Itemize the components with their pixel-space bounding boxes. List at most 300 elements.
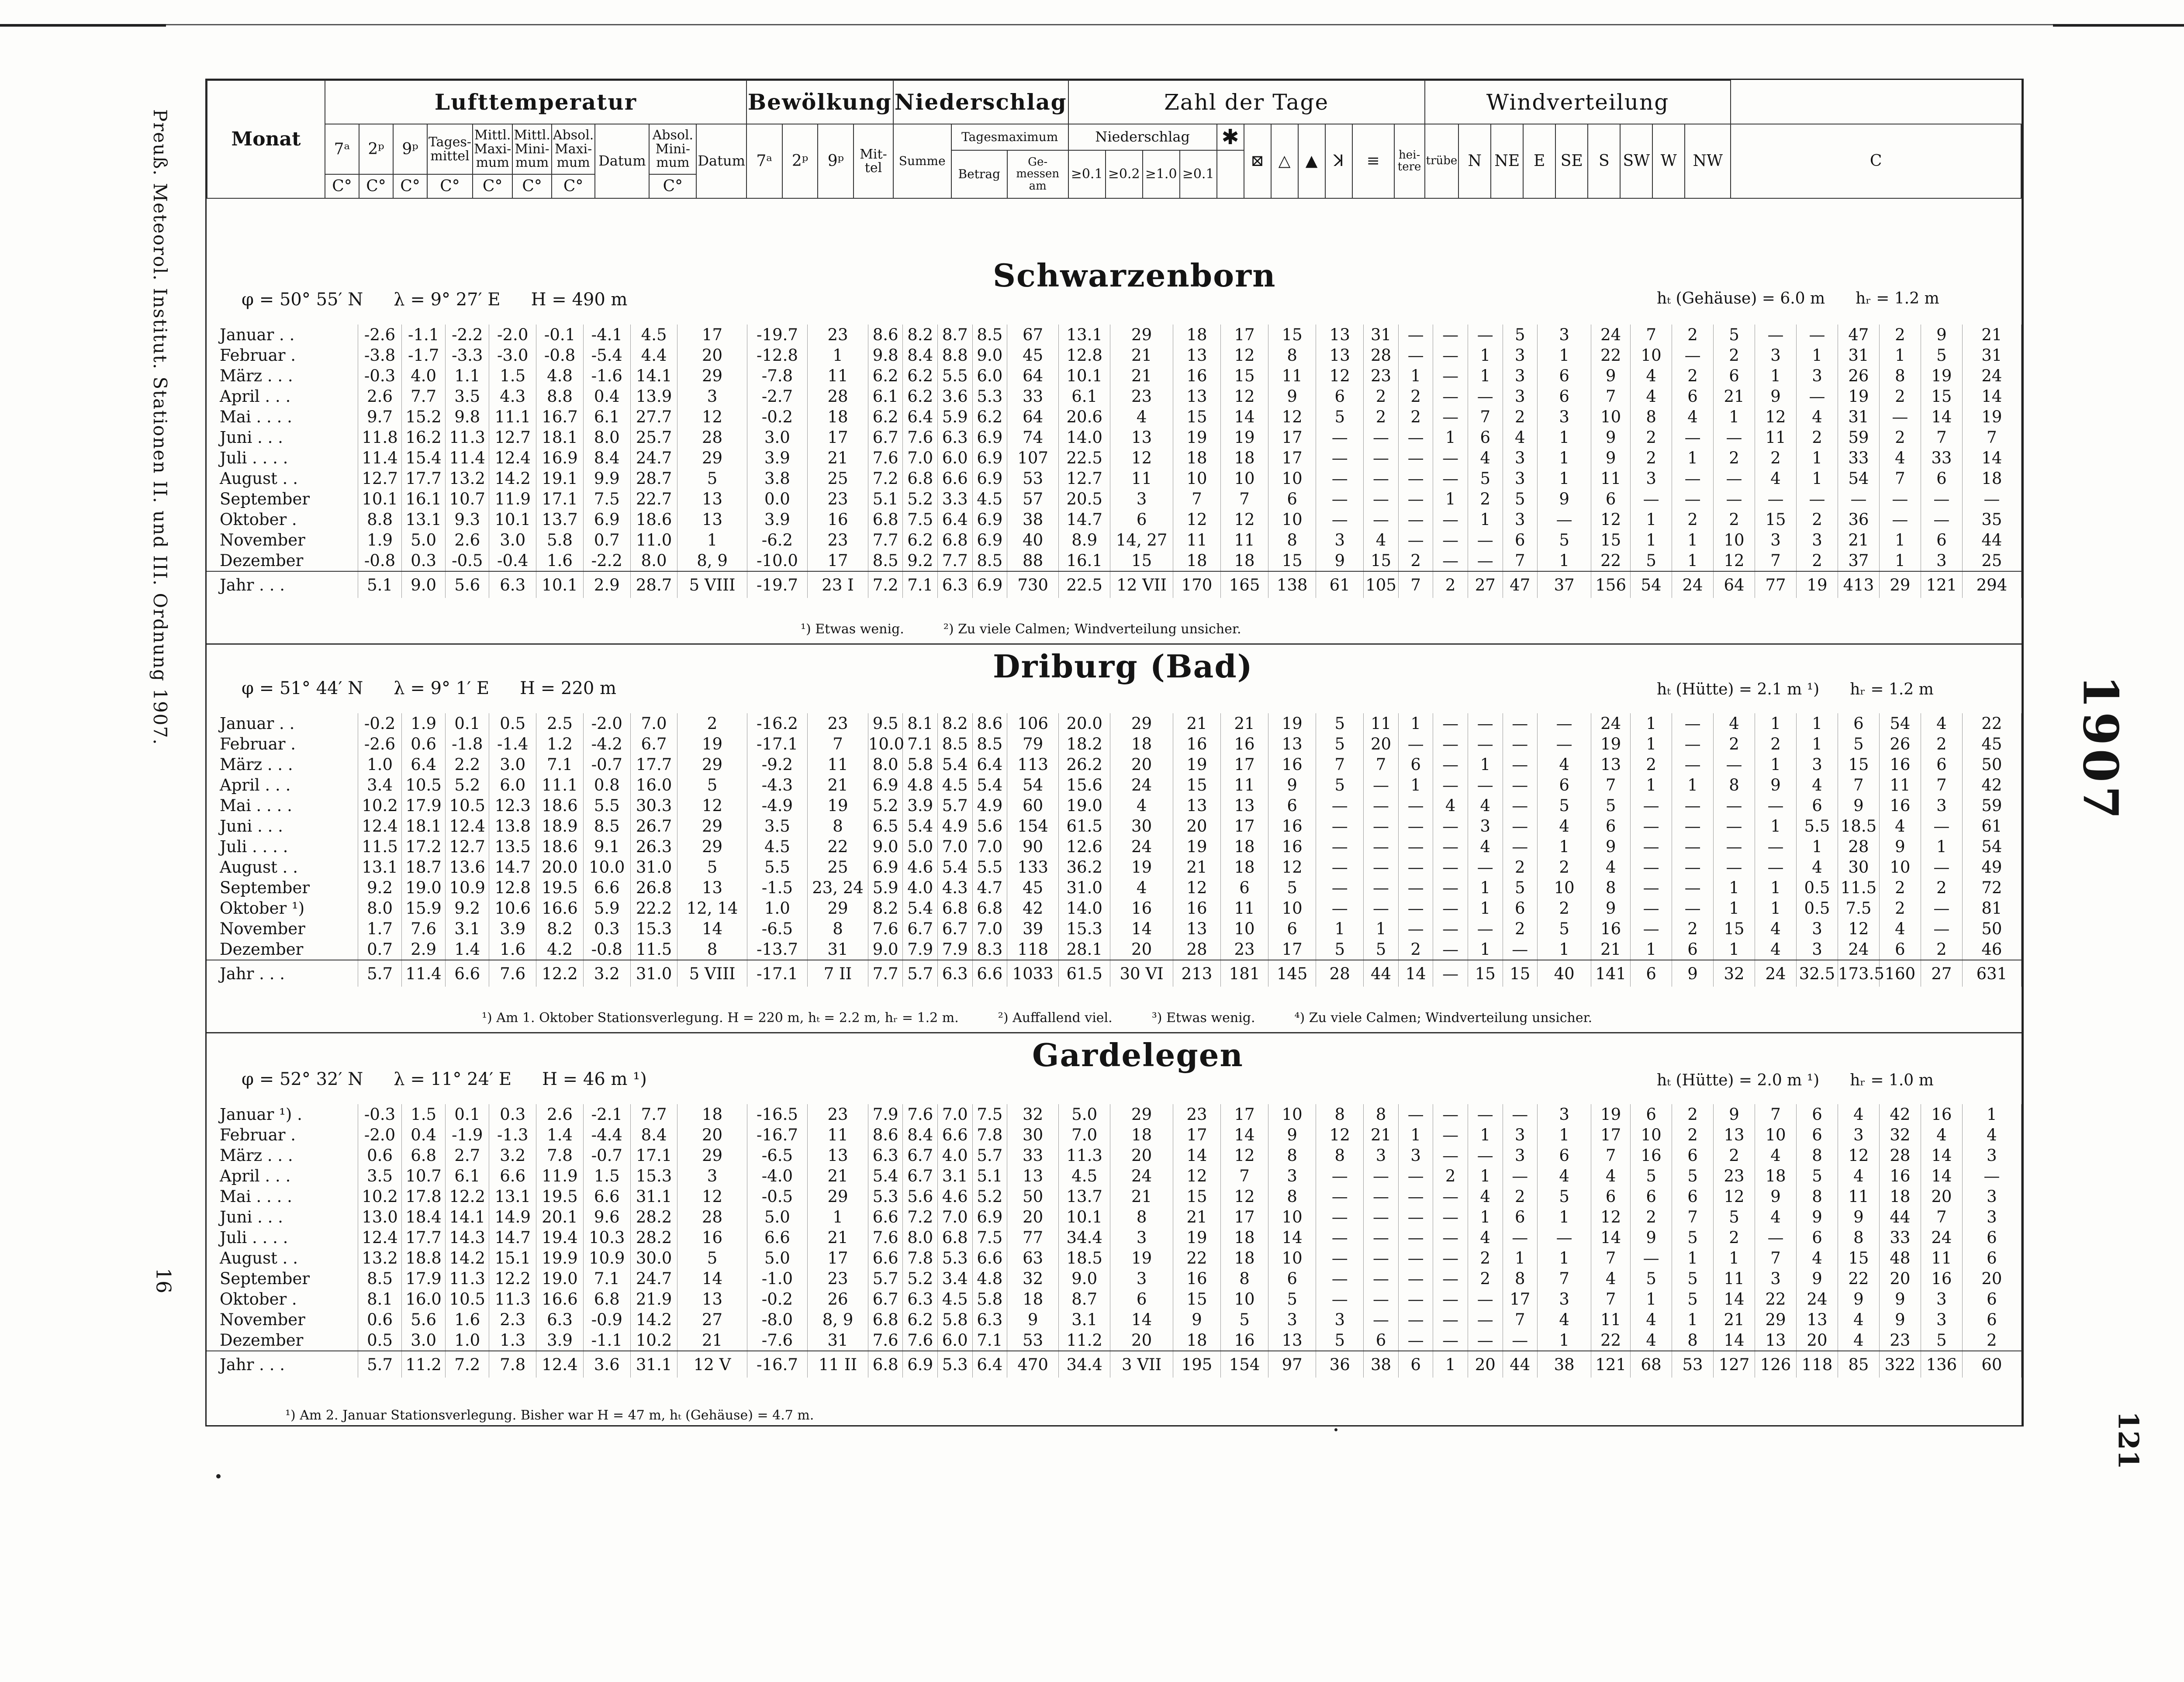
table-cell: 19.4 <box>536 1227 584 1248</box>
unit-c: C° <box>393 174 427 198</box>
month-label: April . . . <box>207 1166 358 1186</box>
table-cell: 7.9 <box>868 1104 903 1125</box>
table-cell: 14, 27 <box>1110 530 1173 550</box>
table-cell: -4.3 <box>747 775 808 795</box>
table-cell: -16.2 <box>747 713 808 734</box>
table-cell: 31 <box>1838 345 1879 366</box>
table-cell: 4 <box>1364 530 1399 550</box>
table-cell: 33 <box>1838 448 1879 468</box>
table-cell: 9 <box>1173 1309 1220 1330</box>
table-cell: — <box>1672 898 1714 919</box>
table-cell: 34.4 <box>1059 1227 1110 1248</box>
table-cell: 9 <box>1755 775 1797 795</box>
table-cell: 19 <box>1591 734 1631 754</box>
table-cell: 9 <box>1838 1289 1879 1309</box>
table-cell: -19.7 <box>747 325 808 345</box>
table-cell: 53 <box>1007 1330 1059 1351</box>
table-cell: 6.4 <box>903 407 938 427</box>
table-cell: — <box>1714 489 1755 509</box>
table-cell: 20 <box>1962 1268 2021 1289</box>
table-cell: 22.7 <box>630 489 677 509</box>
table-cell: 7.8 <box>536 1145 584 1166</box>
table-cell: 6.9 <box>868 857 903 877</box>
table-cell: — <box>1364 1166 1399 1186</box>
table-cell: 1.6 <box>446 1309 489 1330</box>
hdr-wind-nw: NW <box>1685 124 1731 198</box>
hdr-datum-max: Datum <box>595 124 649 198</box>
table-cell: 5.3 <box>937 1351 972 1378</box>
table-cell: 12.4 <box>358 1227 402 1248</box>
table-cell: 6.6 <box>868 1248 903 1268</box>
month-label: August . . <box>207 468 358 489</box>
table-cell: 9 <box>1316 550 1364 571</box>
table-cell: 13 <box>808 1145 868 1166</box>
table-cell: — <box>1433 1330 1468 1351</box>
table-cell: 7 <box>1838 775 1879 795</box>
table-cell: 6.7 <box>630 734 677 754</box>
table-cell: 5.7 <box>972 1145 1007 1166</box>
table-cell: 59 <box>1838 427 1879 448</box>
table-cell: 0.5 <box>1796 898 1838 919</box>
station-footnotes: ¹) Am 1. Oktober Stationsverlegung. H = 220 m, hₜ = 2.2 m, hᵣ = 1.2 m. ²) Auffallend viel. ³) Etwas wenig. ⁴) Zu viele Calmen; Windverteilung unsicher. <box>482 1010 1593 1026</box>
table-cell: — <box>1503 795 1538 816</box>
table-cell: — <box>1398 427 1433 448</box>
table-cell: — <box>1316 509 1364 530</box>
table-header <box>207 80 2022 199</box>
month-label: Juli . . . . <box>207 836 358 857</box>
table-cell: 9.9 <box>583 468 630 489</box>
table-row <box>207 816 2022 836</box>
table-cell: 5.8 <box>972 1289 1007 1309</box>
table-cell: 4 <box>1879 919 1921 939</box>
table-cell: — <box>1631 836 1672 857</box>
table-cell: 5 <box>1714 1207 1755 1227</box>
table-cell: 16.9 <box>536 448 584 468</box>
table-cell: 6.6 <box>868 1207 903 1227</box>
table-cell: 1.5 <box>583 1166 630 1186</box>
table-cell: 11 <box>1838 1186 1879 1207</box>
table-cell: 2 <box>1714 734 1755 754</box>
table-cell: 9 <box>1755 1186 1797 1207</box>
table-cell: 26.2 <box>1059 754 1110 775</box>
table-cell: 44 <box>1962 530 2021 550</box>
table-cell: 14 <box>1921 407 1962 427</box>
table-cell: 13 <box>677 509 747 530</box>
table-cell: 7.0 <box>903 448 938 468</box>
table-cell: 6 <box>1268 1268 1316 1289</box>
table-cell: 16.2 <box>402 427 446 448</box>
table-cell: 1 <box>1364 919 1399 939</box>
table-cell: 23 <box>808 1104 868 1125</box>
table-cell: 12.7 <box>358 468 402 489</box>
table-cell: 5 <box>677 468 747 489</box>
table-cell: 12.3 <box>489 795 536 816</box>
table-cell: 6.2 <box>868 407 903 427</box>
table-cell: 6 <box>1364 1330 1399 1351</box>
year-label: 1907 <box>2072 675 2129 823</box>
table-cell: 9 <box>1268 775 1316 795</box>
table-cell: 5 <box>1316 775 1364 795</box>
table-cell: — <box>1364 1207 1399 1227</box>
table-cell: 8.5 <box>868 550 903 571</box>
table-cell: 20 <box>1921 1186 1962 1207</box>
table-cell: 9.7 <box>358 407 402 427</box>
table-cell: 1 <box>1879 550 1921 571</box>
table-cell: 8 <box>1364 1104 1399 1125</box>
table-cell: — <box>1433 325 1468 345</box>
table-cell: 10.2 <box>630 1330 677 1351</box>
table-cell: -2.0 <box>358 1125 402 1145</box>
table-cell: 15.6 <box>1059 775 1110 795</box>
table-cell: 10.2 <box>358 1186 402 1207</box>
station-table-driburg <box>207 713 2022 987</box>
table-cell: 4 <box>1110 407 1173 427</box>
table-cell: — <box>1364 468 1399 489</box>
table-cell: — <box>1433 530 1468 550</box>
table-cell: 23 <box>1221 939 1268 960</box>
hdr-wind-c: C <box>1731 124 2021 198</box>
table-cell: 4 <box>1538 816 1591 836</box>
table-cell: 3 <box>1503 468 1538 489</box>
table-cell: 4 <box>1468 1227 1503 1248</box>
table-cell: 17 <box>1268 427 1316 448</box>
table-cell: 10 <box>1631 1125 1672 1145</box>
table-cell: 21 <box>1714 386 1755 407</box>
table-cell: 32 <box>1714 960 1755 987</box>
table-cell: 470 <box>1007 1351 1059 1378</box>
hdr-heitere: hei-tere <box>1394 124 1425 198</box>
hdr-mittel: Mit-tel <box>854 124 893 198</box>
month-label: Jahr . . . <box>207 571 358 598</box>
table-cell: 14.3 <box>446 1227 489 1248</box>
table-cell: 12 <box>1173 509 1220 530</box>
table-cell: 133 <box>1007 857 1059 877</box>
table-cell: 5.1 <box>868 489 903 509</box>
table-cell: 13 <box>1796 1309 1838 1330</box>
table-cell: 6.3 <box>972 1309 1007 1330</box>
table-cell: 12 <box>1714 1186 1755 1207</box>
table-cell: 54 <box>1962 836 2021 857</box>
table-cell: 30 <box>1838 857 1879 877</box>
table-cell: 2 <box>1796 550 1838 571</box>
table-cell: 21 <box>808 1227 868 1248</box>
table-cell: 13.1 <box>1059 325 1110 345</box>
table-cell: — <box>1468 530 1503 550</box>
table-cell: 54 <box>1631 571 1672 598</box>
table-cell: 4 <box>1921 713 1962 734</box>
table-cell: 5.5 <box>583 795 630 816</box>
table-cell: 3.3 <box>937 489 972 509</box>
table-cell: 16.1 <box>1059 550 1110 571</box>
table-cell: 17.1 <box>630 1145 677 1166</box>
table-cell: -0.8 <box>358 550 402 571</box>
table-cell: 13.5 <box>489 836 536 857</box>
table-cell: — <box>1433 919 1468 939</box>
table-cell: 2.5 <box>536 713 584 734</box>
table-cell: 5 <box>1268 877 1316 898</box>
table-cell: 16.6 <box>536 898 584 919</box>
table-cell: 6.8 <box>937 1227 972 1248</box>
table-cell: 9.2 <box>358 877 402 898</box>
table-cell: — <box>1364 795 1399 816</box>
table-cell: 19.0 <box>402 877 446 898</box>
hdr-b9: 9ᵖ <box>818 124 854 198</box>
table-cell: 1.6 <box>489 939 536 960</box>
table-cell: 11 <box>808 754 868 775</box>
table-cell: 8 <box>1268 345 1316 366</box>
table-cell: 12.8 <box>1059 345 1110 366</box>
table-cell: 0.4 <box>402 1125 446 1145</box>
unit-c: C° <box>649 174 696 198</box>
table-cell: 11.0 <box>630 530 677 550</box>
table-cell: 6 <box>1538 775 1591 795</box>
hdr-tagesmittel: Tages-mittel <box>427 124 473 174</box>
table-cell: -12.8 <box>747 345 808 366</box>
table-cell: 36.2 <box>1059 857 1110 877</box>
table-cell: 36 <box>1838 509 1879 530</box>
table-cell: -9.2 <box>747 754 808 775</box>
hdr-abs-min: Absol. Mini-mum <box>649 124 696 174</box>
table-cell: 2 <box>1921 939 1962 960</box>
table-cell: 5.4 <box>903 898 938 919</box>
table-cell: 4 <box>1962 1125 2021 1145</box>
table-cell: 2 <box>1672 509 1714 530</box>
scan-speck <box>216 1474 221 1478</box>
table-cell: — <box>1468 775 1503 795</box>
table-cell: — <box>1631 816 1672 836</box>
table-row <box>207 1309 2022 1330</box>
table-cell: 44 <box>1879 1207 1921 1227</box>
table-cell: — <box>1538 713 1591 734</box>
table-cell: 4.8 <box>903 775 938 795</box>
table-cell: 9.8 <box>446 407 489 427</box>
table-cell: 21.9 <box>630 1289 677 1309</box>
table-cell: 1 <box>1672 550 1714 571</box>
table-cell: 14.1 <box>446 1207 489 1227</box>
table-cell: 138 <box>1268 571 1316 598</box>
table-cell: 3 <box>1921 1289 1962 1309</box>
table-cell: 13 <box>677 1289 747 1309</box>
table-cell: — <box>1398 919 1433 939</box>
table-cell: — <box>1364 448 1399 468</box>
table-cell: 107 <box>1007 448 1059 468</box>
table-cell: -2.1 <box>583 1104 630 1125</box>
table-cell: — <box>1672 489 1714 509</box>
table-cell: 7.8 <box>489 1351 536 1378</box>
table-cell: — <box>1921 857 1962 877</box>
table-cell: 10.7 <box>446 489 489 509</box>
table-cell: 1.0 <box>446 1330 489 1351</box>
table-cell: 4.5 <box>937 1289 972 1309</box>
table-cell: 12 <box>1173 1166 1220 1186</box>
table-cell: 4.5 <box>1059 1166 1110 1186</box>
table-cell: 14 <box>1221 1125 1268 1145</box>
table-cell: -1.1 <box>402 325 446 345</box>
month-label: Februar . <box>207 1125 358 1145</box>
table-cell: 14.2 <box>446 1248 489 1268</box>
table-cell: 1 <box>1672 775 1714 795</box>
table-cell: 60 <box>1962 1351 2021 1378</box>
table-cell: — <box>1755 325 1797 345</box>
hdr-ge02: ≥0.2 <box>1106 150 1143 198</box>
table-cell: — <box>1921 489 1962 509</box>
table-cell: 6.8 <box>868 509 903 530</box>
table-cell: 6 <box>1962 1309 2021 1330</box>
station-coords: φ = 51° 44′ N λ = 9° 1′ E H = 220 m <box>242 678 616 698</box>
table-cell: 31 <box>1962 345 2021 366</box>
table-cell: 18 <box>1755 1166 1797 1186</box>
table-cell: 16 <box>1921 1104 1962 1125</box>
table-cell: 34.4 <box>1059 1351 1110 1378</box>
table-cell: — <box>1433 713 1468 734</box>
table-cell: 10.6 <box>489 898 536 919</box>
table-cell: 17.7 <box>630 754 677 775</box>
table-cell: — <box>1433 1104 1468 1125</box>
table-cell: -13.7 <box>747 939 808 960</box>
hdr-t7: 7ᵃ <box>325 124 359 174</box>
table-cell: 3 <box>1503 448 1538 468</box>
table-cell: — <box>1398 1248 1433 1268</box>
unit-c: C° <box>427 174 473 198</box>
table-cell: — <box>1433 857 1468 877</box>
table-cell: 17.1 <box>536 489 584 509</box>
table-cell: 15.9 <box>402 898 446 919</box>
hdr-abs-max: Absol. Maxi-mum <box>552 124 595 174</box>
table-cell: — <box>1398 836 1433 857</box>
table-cell: 6.8 <box>868 1309 903 1330</box>
table-cell: 0.6 <box>358 1309 402 1330</box>
table-cell: 3 <box>1921 795 1962 816</box>
table-cell: 136 <box>1921 1351 1962 1378</box>
table-cell: 9 <box>1591 898 1631 919</box>
table-cell: — <box>1921 898 1962 919</box>
table-cell: 19 <box>1796 571 1838 598</box>
table-cell: 1 <box>1538 448 1591 468</box>
table-cell: 10 <box>1268 1207 1316 1227</box>
table-cell: 19 <box>1838 386 1879 407</box>
table-cell: — <box>1503 775 1538 795</box>
station-heights: hₜ (Hütte) = 2.1 m ¹) hᵣ = 1.2 m <box>1657 680 1934 698</box>
table-cell: 8.0 <box>583 427 630 448</box>
table-cell: 1 <box>1503 1248 1538 1268</box>
table-cell: 8.4 <box>630 1125 677 1145</box>
table-cell: 2 <box>1921 877 1962 898</box>
table-cell: 1 <box>1672 1248 1714 1268</box>
table-cell: 7.2 <box>868 468 903 489</box>
table-cell: 5 <box>677 775 747 795</box>
table-cell: 13 <box>1316 325 1364 345</box>
table-cell: 24 <box>1110 775 1173 795</box>
table-cell: 17.7 <box>402 1227 446 1248</box>
month-label: März . . . <box>207 1145 358 1166</box>
station-coords: φ = 50° 55′ N λ = 9° 27′ E H = 490 m <box>242 290 628 310</box>
table-cell: -1.4 <box>489 734 536 754</box>
table-cell: 3.5 <box>358 1166 402 1186</box>
table-cell: — <box>1398 857 1433 877</box>
table-cell: 33 <box>1879 1227 1921 1248</box>
month-label: Dezember <box>207 939 358 960</box>
table-cell: 2 <box>1433 571 1468 598</box>
table-cell: 1 <box>1755 877 1797 898</box>
table-cell: 6.9 <box>972 427 1007 448</box>
table-cell: -0.1 <box>536 325 584 345</box>
table-cell: 18 <box>1221 1227 1268 1248</box>
table-cell: 2.6 <box>446 530 489 550</box>
table-cell: 6.6 <box>972 960 1007 987</box>
table-cell: 4.3 <box>937 877 972 898</box>
table-cell: 1 <box>1398 713 1433 734</box>
table-cell: 9 <box>1591 836 1631 857</box>
table-cell: 5.2 <box>868 795 903 816</box>
table-cell: 2 <box>1672 366 1714 386</box>
table-cell: -4.0 <box>747 1166 808 1186</box>
month-label: August . . <box>207 1248 358 1268</box>
table-cell: 47 <box>1503 571 1538 598</box>
table-cell: 9.5 <box>868 713 903 734</box>
table-cell: 8.2 <box>903 325 938 345</box>
table-cell: 6.9 <box>903 1351 938 1378</box>
station-table-schwarzenborn <box>207 325 2022 598</box>
table-cell: 13 <box>1591 754 1631 775</box>
table-cell: 3.0 <box>402 1330 446 1351</box>
table-cell: 5.5 <box>747 857 808 877</box>
table-cell: 2 <box>1755 734 1797 754</box>
table-cell: -1.3 <box>489 1125 536 1145</box>
table-cell: 29 <box>677 1145 747 1166</box>
table-cell: 5.7 <box>358 960 402 987</box>
table-cell: — <box>1503 754 1538 775</box>
month-label: September <box>207 877 358 898</box>
table-cell: 28.2 <box>630 1207 677 1227</box>
table-cell: 5.9 <box>868 877 903 898</box>
table-cell: 6.4 <box>972 754 1007 775</box>
table-cell: 13.1 <box>489 1186 536 1207</box>
table-cell: 9.1 <box>583 836 630 857</box>
table-cell: 7.6 <box>402 919 446 939</box>
table-cell: — <box>1631 1248 1672 1268</box>
table-cell: 8.2 <box>937 713 972 734</box>
table-cell: 16 <box>1268 754 1316 775</box>
table-cell: — <box>1672 713 1714 734</box>
table-cell: 4.5 <box>747 836 808 857</box>
table-cell: — <box>1433 1186 1468 1207</box>
table-cell: 5.0 <box>402 530 446 550</box>
station-table-gardelegen <box>207 1104 2022 1378</box>
table-cell: 37 <box>1538 571 1591 598</box>
table-cell: 7 II <box>808 960 868 987</box>
table-cell: 33 <box>1921 448 1962 468</box>
hdr-gemessen: Ge-messen am <box>1007 150 1068 198</box>
table-cell: 25 <box>808 857 868 877</box>
table-cell: — <box>1714 857 1755 877</box>
table-cell: 3 <box>1538 1289 1591 1309</box>
table-cell: 9 <box>1538 489 1591 509</box>
table-cell: 0.1 <box>446 713 489 734</box>
table-cell: 11.5 <box>358 836 402 857</box>
table-row <box>207 1289 2022 1309</box>
table-cell: 4 <box>1538 1166 1591 1186</box>
table-cell: 1 <box>1755 366 1797 386</box>
table-cell: 12 <box>1591 1207 1631 1227</box>
table-cell: 64 <box>1007 407 1059 427</box>
table-cell: 1 <box>1631 734 1672 754</box>
table-cell: 1 <box>1631 713 1672 734</box>
table-cell: 61.5 <box>1059 960 1110 987</box>
table-cell: — <box>1755 795 1797 816</box>
table-cell: — <box>1433 366 1468 386</box>
table-cell: 6.8 <box>868 1351 903 1378</box>
table-cell: — <box>1398 734 1433 754</box>
